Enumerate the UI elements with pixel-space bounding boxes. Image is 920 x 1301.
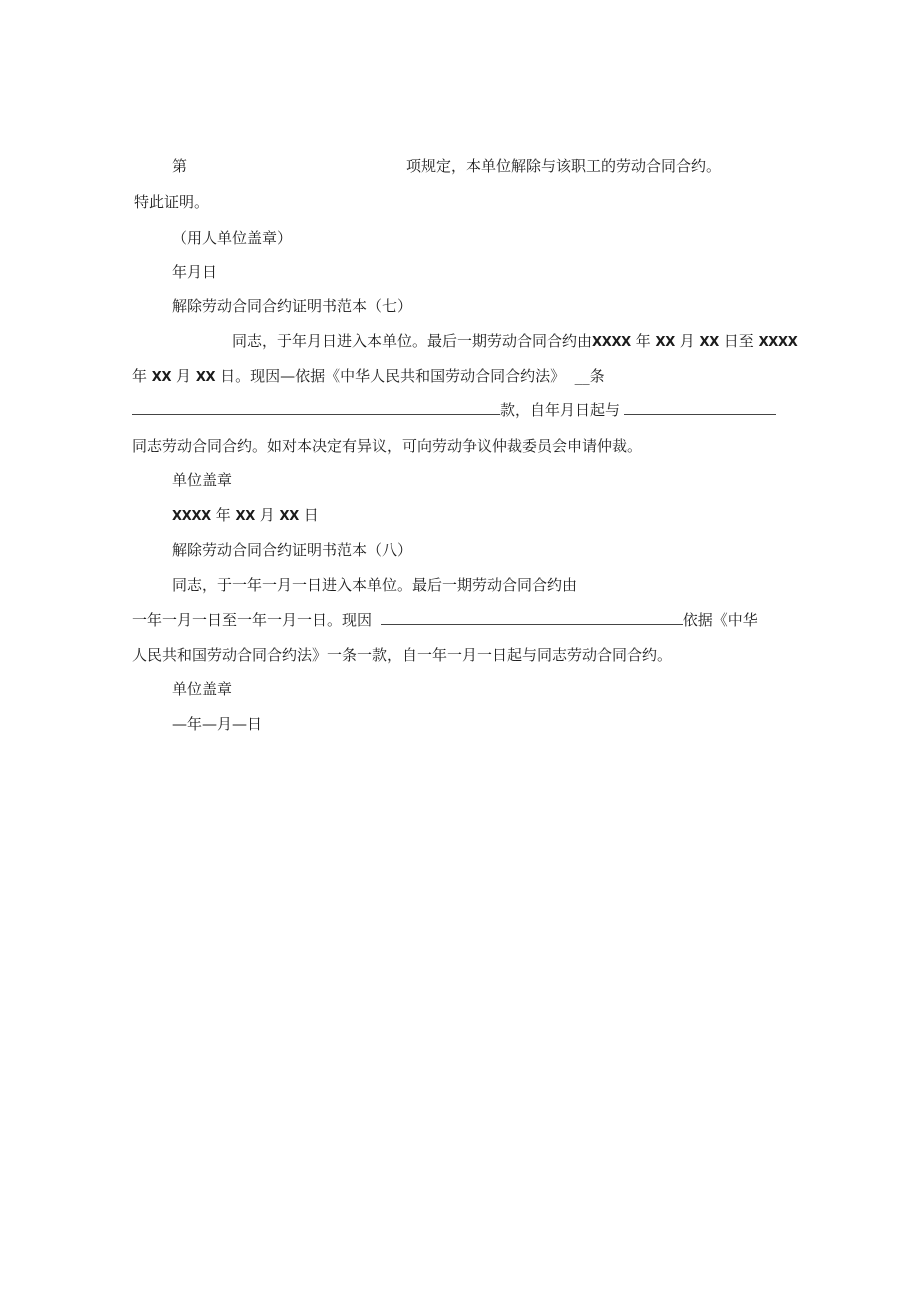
sample7-para2 [132, 366, 605, 386]
year-placeholder: XXXX [172, 509, 211, 524]
month-unit: 月 [176, 367, 192, 385]
sample8-date: —年—月—日 [172, 715, 263, 733]
sample7-para2-text: 日。现因—依据《中华人民共和国劳动合同合约法》 [220, 367, 566, 385]
year-placeholder: XXXX [592, 335, 631, 350]
end-year-placeholder: XXXX [758, 335, 798, 350]
sample8-para2 [132, 610, 758, 630]
month-placeholder: XX [235, 509, 255, 524]
sample8-para2-text: 一年一月一日至一年一月一日。现因 [132, 611, 373, 629]
sample7-para3-text: 款，自年月日起与 [500, 401, 621, 419]
certify-text: 特此证明。 [134, 193, 210, 211]
day-to-text: 日至 [723, 332, 754, 350]
sample7-para4: 同志劳动合同合约。如对本决定有异议，可向劳动争议仲裁委员会申请仲裁。 [132, 437, 643, 455]
date-line: 年月日 [172, 263, 218, 281]
month-placeholder: XX [655, 335, 675, 350]
year-unit: 年 [215, 506, 231, 524]
sample8-para3: 人民共和国劳动合同合约法》一条一款，自一年一月一日起与同志劳动合同合约。 [132, 646, 673, 664]
month-placeholder: XX [151, 370, 172, 385]
fill-blank-line [381, 610, 683, 625]
sample8-para2-tail: 依据《中华 [682, 611, 758, 629]
day-unit: 日 [303, 506, 319, 524]
sample7-para1-text: 同志，于年月日进入本单位。最后一期劳动合同合约由 [232, 332, 593, 350]
day-placeholder: XX [699, 335, 719, 350]
article-blank: __条 [574, 367, 605, 385]
year-unit: 年 [635, 332, 651, 350]
month-unit: 月 [679, 332, 695, 350]
clause-text: 项规定，本单位解除与该职工的劳动合同合约。 [406, 157, 722, 175]
sample8-para1: 同志，于一年一月一日进入本单位。最后一期劳动合同合约由 [172, 576, 578, 594]
sample7-stamp: 单位盖章 [172, 471, 233, 489]
month-unit: 月 [259, 506, 275, 524]
sample7-title: 解除劳动合同合约证明书范本（七） [172, 297, 413, 315]
fill-blank-line [132, 400, 500, 415]
sample7-para3 [132, 400, 776, 420]
employer-stamp-label: （用人单位盖章） [172, 229, 293, 247]
sample7-date [172, 505, 319, 525]
sample8-stamp: 单位盖章 [172, 680, 233, 698]
day-placeholder: XX [195, 370, 216, 385]
sample8-title: 解除劳动合同合约证明书范本（八） [172, 541, 413, 559]
day-placeholder: XX [279, 509, 299, 524]
fill-blank-line [624, 400, 776, 415]
clause-prefix: 第 [172, 157, 188, 175]
sample7-para1 [232, 331, 797, 351]
year-unit: 年 [132, 367, 148, 385]
